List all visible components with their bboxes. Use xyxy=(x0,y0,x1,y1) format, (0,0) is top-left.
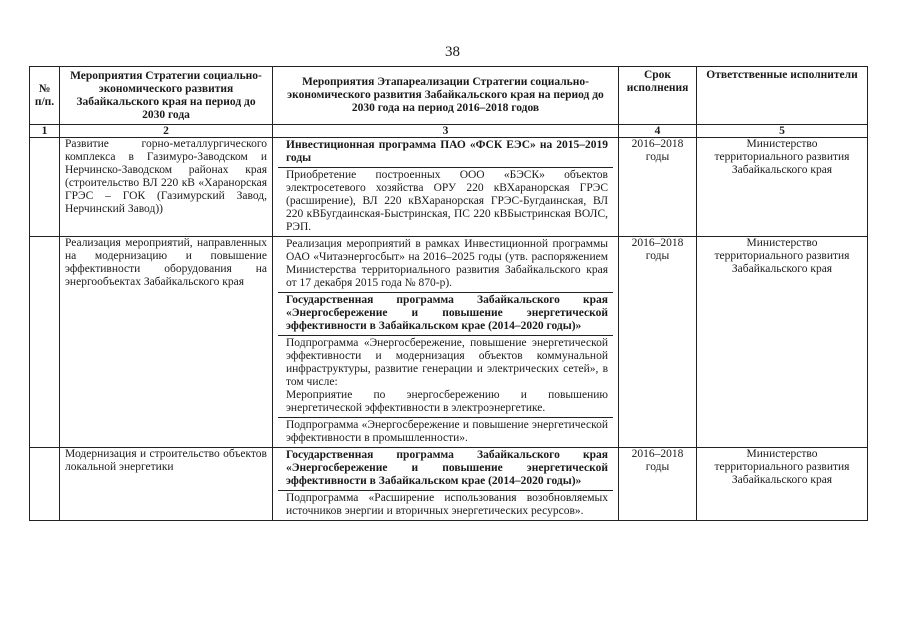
responsible: Министерство территориального развития Забайкальского края xyxy=(697,138,868,237)
stage-measures xyxy=(273,138,619,237)
row-number xyxy=(30,237,60,448)
measure-item: Подпрограмма «Энергосбережение и повышение энергетической эффективности в промышленности». xyxy=(286,419,608,444)
header-strategy: Мероприятия Стратегии социально-экономического развития Забайкальского края на период до 2030 года xyxy=(60,67,273,125)
stage-measures xyxy=(273,237,619,448)
row-number xyxy=(30,448,60,521)
measure-item: Мероприятие по энергосбережению и повышению энергетической эффективности в электроэнергетике. xyxy=(286,389,608,414)
measure-item: Приобретение построенных ООО «БЭСК» объектов электросетевого хозяйства ОРУ 220 кВХаранорская ГРЭС (расширение), ВЛ 220 кВХаранорская ГРЭС-Бугдаинская, ВЛ 220 кВБугдаинская-Быстринская, ПС 220 кВБыстринская ВОЛС, РЭП. xyxy=(286,169,608,233)
term: 2016–2018 годы xyxy=(619,237,697,448)
table-header-row xyxy=(30,67,868,125)
strategy-measure: Модернизация и строительство объектов локальной энергетики xyxy=(60,448,273,521)
responsible: Министерство территориального развития Забайкальского края xyxy=(697,448,868,521)
column-number: 4 xyxy=(619,125,697,138)
column-number: 1 xyxy=(30,125,60,138)
header-measures: Мероприятия Этапареализации Стратегии социально-экономического развития Забайкальского края на период до 2030 года на период 2016–2018 годов xyxy=(273,67,619,125)
column-number: 5 xyxy=(697,125,868,138)
column-number: 2 xyxy=(60,125,273,138)
term: 2016–2018 годы xyxy=(619,448,697,521)
stage-measures xyxy=(273,448,619,521)
header-num: № п/п. xyxy=(30,67,60,125)
column-number-row xyxy=(30,125,868,138)
strategy-measure: Развитие горно-металлургического комплекса в Газимуро-Заводском и Нерчинско-Заводском районах края (строительство ВЛ 220 кВ «Харанорская ГРЭС – ГОК (Газимурский Завод, Нерчинский Завод)) xyxy=(60,138,273,237)
column-number: 3 xyxy=(273,125,619,138)
table-row xyxy=(30,448,868,521)
row-number xyxy=(30,138,60,237)
measure-item: Государственная программа Забайкальского края «Энергосбережение и повышение энергетической эффективности в Забайкальском крае (2014–2020 годы)» xyxy=(278,448,613,491)
responsible: Министерство территориального развития Забайкальского края xyxy=(697,237,868,448)
page-number: 38 xyxy=(445,44,460,60)
measure-item: Подпрограмма «Энергосбережение, повышение энергетической эффективности и модернизация объектов коммунальной инфраструктуры, развитие генерации и электрических сетей», в том числе: xyxy=(286,337,608,388)
measure-item: Реализация мероприятий в рамках Инвестиционной программы ОАО «Читаэнергосбыт» на 2016–2025 годы (утв. распоряжением Министерства территориального развития Забайкальского края от 17 декабря 2015 года № 870-р). xyxy=(278,237,613,293)
header-responsible: Ответственные исполнители xyxy=(697,67,868,125)
measure-item: Государственная программа Забайкальского края «Энергосбережение и повышение энергетической эффективности в Забайкальском крае (2014–2020 годы)» xyxy=(278,293,613,336)
measure-item-group xyxy=(278,336,613,418)
strategy-measures-table xyxy=(29,66,868,521)
term: 2016–2018 годы xyxy=(619,138,697,237)
strategy-measure: Реализация мероприятий, направленных на модернизацию и повышение эффективности оборудования на энергообъектах Забайкальского края xyxy=(60,237,273,448)
table-row xyxy=(30,237,868,448)
table-row xyxy=(30,138,868,237)
measure-item: Подпрограмма «Расширение использования возобновляемых источников энергии и вторичных энергетических ресурсов». xyxy=(286,492,608,517)
header-term: Срок исполнения xyxy=(619,67,697,125)
measure-item: Инвестиционная программа ПАО «ФСК ЕЭС» на 2015–2019 годы xyxy=(278,138,613,168)
